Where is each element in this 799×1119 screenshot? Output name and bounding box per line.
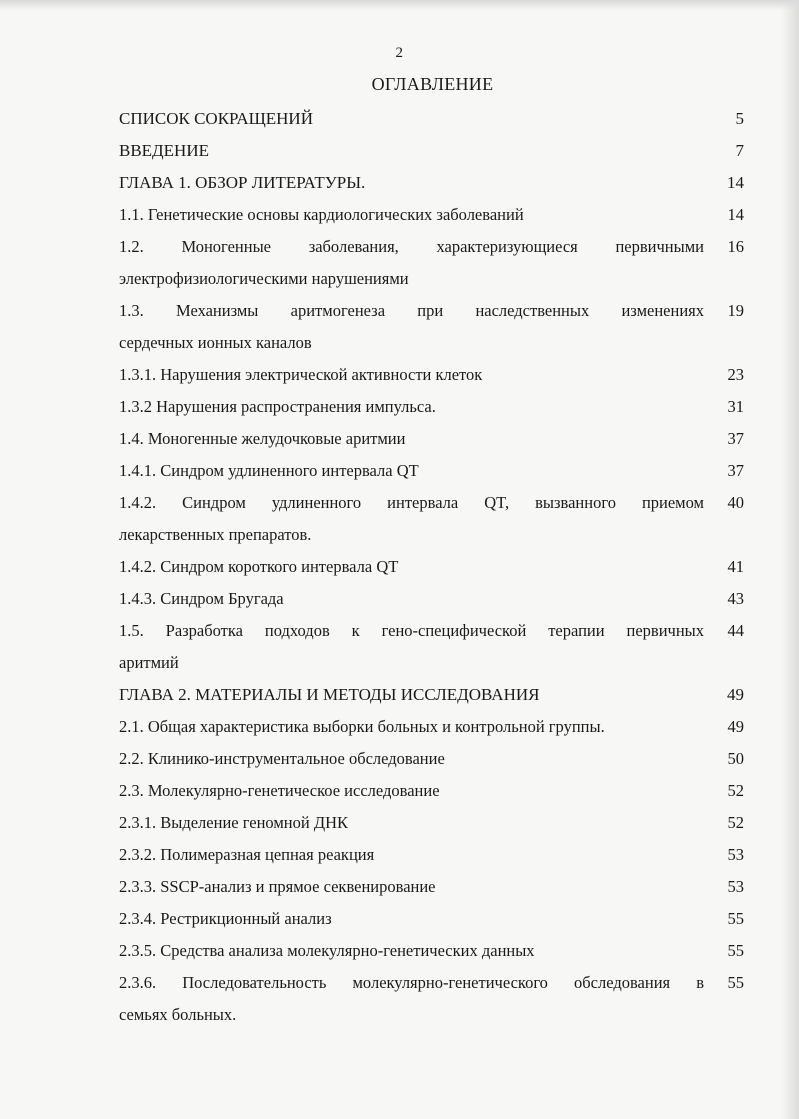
toc-entry [119, 903, 744, 935]
toc-entry-title [119, 967, 704, 1031]
toc-entry-page: 55 [727, 909, 744, 928]
toc-entry [119, 679, 744, 711]
toc-entry-page: 5 [735, 109, 744, 128]
toc-entry [119, 391, 744, 423]
toc-entry-title: 2.1. Общая характеристика выборки больных и контрольной группы. [119, 717, 605, 736]
toc-entry-line: аритмий [119, 653, 179, 672]
toc-entry [119, 359, 744, 391]
toc-entry-title: ГЛАВА 1. ОБЗОР ЛИТЕРАТУРЫ. [119, 173, 366, 192]
toc-entry [119, 295, 744, 359]
toc-entry [119, 199, 744, 231]
toc-entry-title: ВВЕДЕНИЕ [119, 141, 209, 160]
toc-entry-page: 52 [727, 813, 744, 832]
toc-entry-line: 1.3. Механизмы аритмогенеза при наследственных изменениях [119, 301, 704, 320]
toc-title: ОГЛАВЛЕНИЕ [371, 74, 494, 94]
toc-entry-title: СПИСОК СОКРАЩЕНИЙ [119, 109, 313, 128]
toc-entry-page: 37 [727, 429, 744, 448]
toc-entry-page: 23 [727, 365, 744, 384]
toc-entry-page: 31 [727, 397, 744, 416]
toc-entry-page: 14 [727, 205, 744, 224]
toc-entry-page: 43 [727, 589, 744, 608]
scan-shadow-right [781, 0, 799, 1119]
toc-entry-page: 19 [727, 301, 744, 320]
toc-entry-page: 14 [727, 173, 744, 192]
toc-entry-line: 1.2. Моногенные заболевания, характеризующиеся первичными [119, 237, 704, 256]
toc-entry-title: 2.3. Молекулярно-генетическое исследование [119, 781, 440, 800]
toc-entry-page: 49 [727, 685, 744, 704]
toc-entry-title: 2.3.3. SSCP-анализ и прямое секвенирование [119, 877, 436, 896]
toc-entry-title: 2.3.2. Полимеразная цепная реакция [119, 845, 375, 864]
toc-entry [119, 231, 744, 295]
toc-entry [119, 807, 744, 839]
toc-entry-title: 1.3.2 Нарушения распространения импульса. [119, 397, 436, 416]
toc-entry-line: 1.5. Разработка подходов к гено-специфической терапии первичных [119, 621, 704, 640]
toc-entry-title: 1.1. Генетические основы кардиологических заболеваний [119, 205, 524, 224]
table-of-contents [119, 103, 744, 1031]
toc-entry-line: электрофизиологическими нарушениями [119, 269, 409, 288]
toc-entry-page: 41 [727, 557, 744, 576]
toc-entry-page: 7 [735, 141, 744, 160]
toc-entry-page: 40 [727, 493, 744, 512]
scan-shadow-top [0, 0, 799, 10]
toc-entry-line: сердечных ионных каналов [119, 333, 312, 352]
toc-entry [119, 871, 744, 903]
toc-entry [119, 935, 744, 967]
toc-entry [119, 487, 744, 551]
toc-entry [119, 551, 744, 583]
toc-entry-page: 16 [727, 237, 744, 256]
toc-entry-line: семьях больных. [119, 1005, 237, 1024]
toc-entry-title: 1.4.3. Синдром Бругада [119, 589, 284, 608]
toc-entry-page: 49 [727, 717, 744, 736]
toc-entry [119, 583, 744, 615]
toc-entry-page: 55 [727, 941, 744, 960]
toc-entry [119, 711, 744, 743]
toc-entry-title: 2.3.4. Рестрикционный анализ [119, 909, 332, 928]
toc-entry [119, 103, 744, 135]
toc-entry-line: 2.3.6. Последовательность молекулярно-генетического обследования в [119, 973, 704, 992]
toc-entry-line: 1.4.2. Синдром удлиненного интервала QT, вызванного приемом [119, 493, 704, 512]
toc-entry [119, 839, 744, 871]
toc-entry-title: 1.3.1. Нарушения электрической активности клеток [119, 365, 483, 384]
toc-entry [119, 775, 744, 807]
toc-entry-title: 2.2. Клинико-инструментальное обследование [119, 749, 445, 768]
toc-entry-line: лекарственных препаратов. [119, 525, 312, 544]
toc-entry [119, 423, 744, 455]
toc-entry-title: ГЛАВА 2. МАТЕРИАЛЫ И МЕТОДЫ ИССЛЕДОВАНИЯ [119, 685, 540, 704]
toc-entry-page: 50 [727, 749, 744, 768]
toc-entry-title: 2.3.5. Средства анализа молекулярно-генетических данных [119, 941, 535, 960]
toc-entry-title [119, 231, 704, 295]
toc-entry-title: 2.3.1. Выделение геномной ДНК [119, 813, 349, 832]
toc-entry [119, 967, 744, 1031]
toc-entry [119, 455, 744, 487]
toc-entry-title: 1.4.2. Синдром короткого интервала QT [119, 557, 399, 576]
toc-entry [119, 743, 744, 775]
toc-entry [119, 135, 744, 167]
toc-entry-page: 37 [727, 461, 744, 480]
toc-entry-page: 53 [727, 845, 744, 864]
toc-entry-title: 1.4.1. Синдром удлиненного интервала QT [119, 461, 419, 480]
toc-entry-title [119, 295, 704, 359]
toc-entry-page: 44 [727, 621, 744, 640]
page-number: 2 [395, 45, 404, 61]
toc-entry [119, 615, 744, 679]
toc-entry-page: 52 [727, 781, 744, 800]
toc-entry-title [119, 487, 704, 551]
toc-entry-title [119, 615, 704, 679]
toc-entry-page: 53 [727, 877, 744, 896]
toc-entry-title: 1.4. Моногенные желудочковые аритмии [119, 429, 406, 448]
toc-entry [119, 167, 744, 199]
toc-entry-page: 55 [727, 973, 744, 992]
